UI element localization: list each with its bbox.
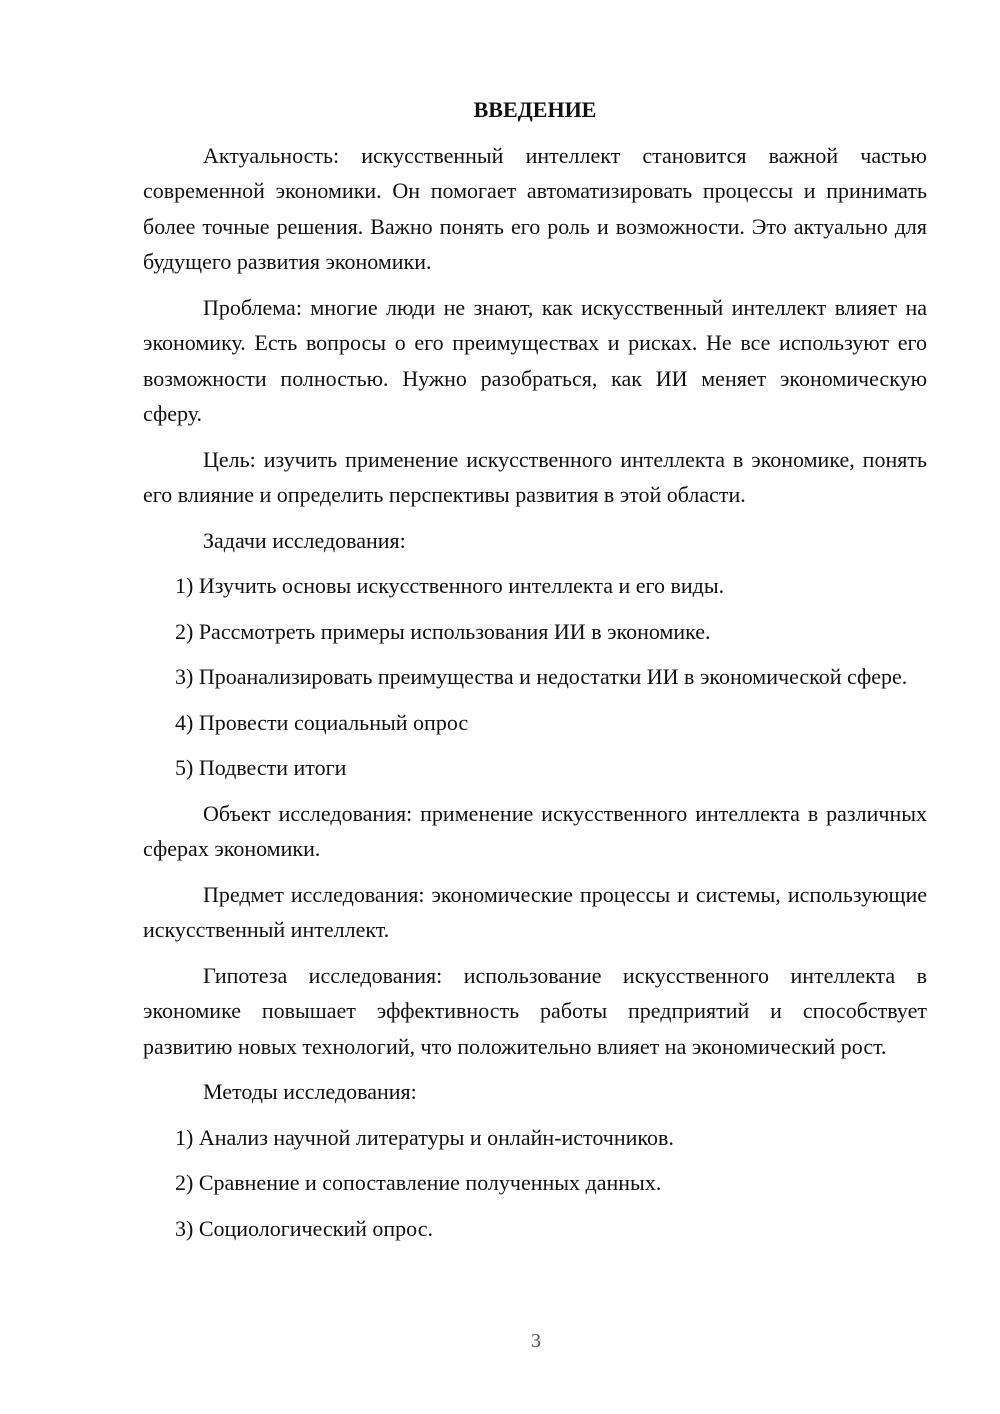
paragraph-goal: Цель: изучить применение искусственного интеллекта в экономике, понять его влияние и определить перспективы развития в этой области. bbox=[143, 446, 927, 507]
method-item: 3) Социологический опрос. bbox=[175, 1215, 433, 1241]
task-item: 2) Рассмотреть примеры использования ИИ в экономике. bbox=[175, 618, 711, 644]
task-item: 5) Подвести итоги bbox=[175, 755, 347, 780]
paragraph-problem: Проблема: многие люди не знают, как искусственный интеллект влияет на экономику. Есть вопросы о его преимуществах и рисках. Не все используют его возможности полностью. Нужно разобраться, как ИИ меняет экономическую сферу. bbox=[143, 294, 927, 426]
task-item: 3) Проанализировать преимущества и недостатки ИИ в экономической сфере. bbox=[175, 664, 908, 689]
method-item: 1) Анализ научной литературы и онлайн-источников. bbox=[175, 1124, 674, 1150]
paragraph-tasks-heading: Задачи исследования: bbox=[203, 527, 406, 553]
page-content bbox=[143, 92, 927, 1256]
paragraph-relevance: Актуальность: искусственный интеллект становится важной частью современной экономики. Он помогает автоматизировать процессы и принимать более точные решения. Важно понять его роль и возможности. Это актуально для будущего развития экономики. bbox=[143, 142, 927, 274]
task-item: 4) Провести социальный опрос bbox=[175, 709, 469, 735]
method-item: 2) Сравнение и сопоставление полученных данных. bbox=[175, 1170, 662, 1195]
page-number: 3 bbox=[531, 1330, 541, 1352]
section-title: ВВЕДЕНИЕ bbox=[473, 97, 597, 122]
paragraph-methods-heading: Методы исследования: bbox=[203, 1079, 417, 1104]
task-item: 1) Изучить основы искусственного интеллекта и его виды. bbox=[175, 573, 725, 598]
paragraph-hypothesis: Гипотеза исследования: использование искусственного интеллекта в экономике повышает эффективность работы предприятий и способствует развитию новых технологий, что положительно влияет на экономический рост. bbox=[143, 962, 927, 1059]
paragraph-object: Объект исследования: применение искусственного интеллекта в различных сферах экономики. bbox=[143, 800, 927, 861]
paragraph-subject: Предмет исследования: экономические процессы и системы, использующие искусственный интеллект. bbox=[143, 881, 927, 942]
